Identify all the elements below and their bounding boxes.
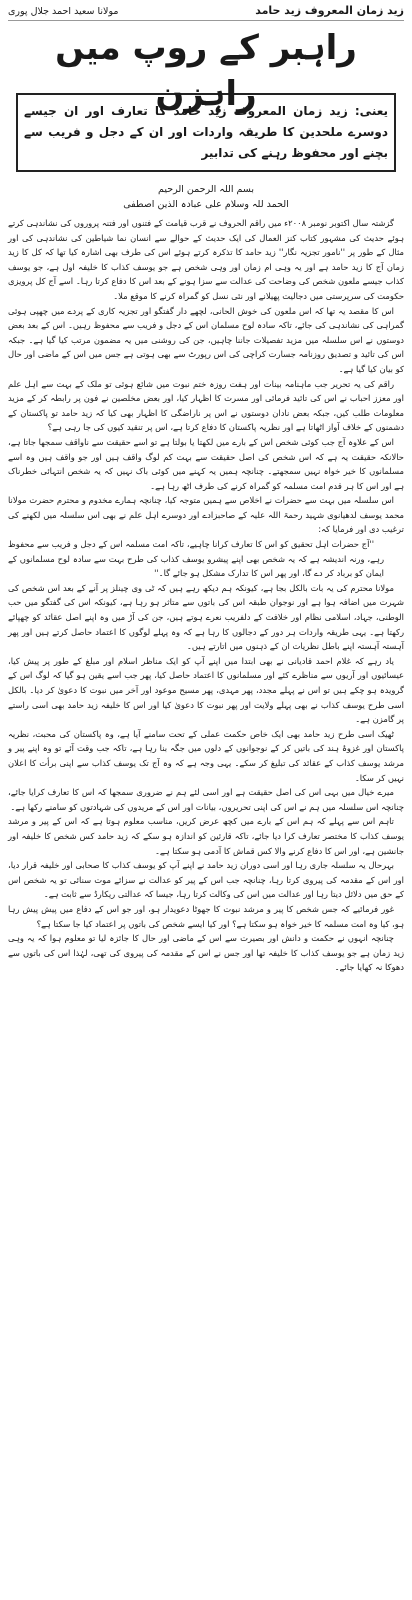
paragraph: اس سلسلہ میں بہت سے حضرات نے اخلاص سے ہمیں متوجہ کیا، چنانچہ ہمارے مخدوم و محترم حضرت مولانا محمد یوسف لدھیانوی شہید رحمۃ اللہ علیہ کے صاحبزادے اور دوسرے اہل علم نے بھی اس سلسلہ میں لکھنے کی ترغیب دی اور فرمایا کہ: [8,495,404,535]
article-body [8,216,404,975]
opening-verse: الحمد للہ وسلام علی عبادہ الذین اصطفی [123,199,289,210]
paragraph: اس کے علاوہ آج جب کوئی شخص اس کے بارے میں لکھتا یا بولتا ہے تو اسے حقیقت سے ناواقف سمجھا جاتا ہے، حالانکہ حقیقت یہ ہے کہ اس شخص کی اصل حقیقت سے بہت کم لوگ واقف ہیں اور جو واقف ہیں وہ اسے مسلمانوں کا خیر خواہ نہیں سمجھتے۔ چنانچہ ہمیں یہ کہنے میں کوئی باک نہیں کہ یہ شخص انتہائی خطرناک ہے اور اس کا ہر قدم امت مسلمہ کو گمراہ کرنے کی طرف اٹھ رہا ہے۔ [8,436,404,491]
paragraph: چنانچہ انہوں نے حکمت و دانش اور بصیرت سے اس کے ماضی اور حال کا جائزہ لیا تو معلوم ہوا کہ یہ وہی زید زمان ہے جو یوسف کذاب کا خلیفہ تھا اور جس نے اس کے مقدمہ کی پیروی کی تھی، لہٰذا اس کی باتوں سے دھوکا نہ کھایا جائے۔ [8,933,404,973]
paragraph: میرے خیال میں بہی اس کی اصل حقیقت ہے اور اسی لئے ہم نے ضروری سمجھا کہ اس کا تعارف کرایا جائے، چنانچہ اس سلسلہ میں ہم نے اس کی اپنی تحریروں، بیانات اور اس کے مریدوں کی شہادتوں کو سامنے رکھا ہے۔ [8,787,404,812]
summary-text: یعنی: زید زمان المعروف زید حامد کا تعارف اور ان جیسے دوسرے ملحدین کا طریقہ واردات اور ان کے دجل و فریب سے بچنے اور محفوظ رہنے کی تدابیر [24,104,388,160]
paragraph: یاد رہے کہ غلام احمد قادیانی نے بھی ابتدا میں اپنے آپ کو ایک مناظر اسلام اور مبلغ کے طور پر پیش کیا، عیسائیوں اور آریوں سے مناظرے کئے اور مسلمانوں کا اعتماد حاصل کیا، پھر جب اسے یقین ہو گیا کہ لوگ اس کے گرویدہ ہو چکے ہیں تو اس نے پہلے مجدد، پھر مہدی، پھر مسیح موعود اور آخر میں نبوت کا دعویٰ کر دیا۔ بالکل اسی طرح یوسف کذاب نے بھی پہلے ولایت اور پھر نبوت کا دعویٰ کیا اور اس کا خلیفہ زید حامد بھی اسی راستے پر گامزن ہے۔ [8,655,404,725]
block-quote: ''آج حضرات اہل تحقیق کو اس کا تعارف کرانا چاہیے، تاکہ امت مسلمہ اس کے دجل و فریب سے محفوظ رہے، ورنہ اندیشہ ہے کہ یہ شخص بھی اپنے پیشرو یوسف کذاب کی طرح بہت سے سادہ لوح مسلمانوں کے ایمان کو برباد کر دے گا، اور پھر اس کا تدارک مشکل ہو جائے گا۔'' [8,539,384,579]
paragraph: راقم کی یہ تحریر جب ماہنامہ بینات اور ہفت روزہ ختم نبوت میں شائع ہوئی تو ملک کے بہت سے اہل علم اور معزز احباب نے اس کی تائید فرمائی اور مسرت کا اظہار کیا، اور بعض مخلصین نے فون پر رابطہ کر کے مزید معلومات طلب کیں، جبکہ بعض نادان دوستوں نے اس پر ناراضگی کا اظہار بھی کیا کہ زید حامد تو پاکستان کے دشمنوں کے خلاف آواز اٹھاتا ہے اور نظریہ پاکستان کا دفاع کرتا ہے، اس پر تنقید کیوں کی جا رہی ہے؟ [8,378,404,433]
paragraph: گزشتہ سال اکتوبر نومبر ۲۰۰۸ء میں راقم الحروف نے قرب قیامت کے فتنوں اور فتنہ پروروں کی نشاندہی کرتے ہوئے حدیث کی مشہور کتاب کنز العمال کی ایک حدیث کے حوالے سے انسان نما شیاطین کی نشاندہی کی اور مثال کے طور پر ''نامور تجزیہ نگار'' زید حامد کا تذکرہ کرتے ہوئے اس کی طرف بھی اشارہ کیا تھا کہ کل کا زید زمان آج کا زید حامد ہے اور یہ وہی ام زمان اور وہی شخص ہے جو یوسف کذاب کا خلیفہ اول ہے، جو یوسف کذاب جیسے ملعون شخص کی وضاحت کی عدالت سے سزا ہونے کے بعد اس کا دفاع کرتا رہا۔ اسے آج کل پرویزی حکومت کی سرپرستی میں دجالیت پھیلانے اور نئی نسل کو گمراہ کرنے کا موقع ملا۔ [8,218,404,301]
paragraph: اس کا مقصد یہ تھا کہ اس ملعون کی خوش الحانی، لچھے دار گفتگو اور تجزیہ کاری کے پردے میں چھپی ہوئی گمراہی کی نشاندہی کی جائے، تاکہ سادہ لوح مسلمان اس کے دجل و فریب سے محفوظ رہیں۔ اس کے بعد بعض دوستوں نے اس سلسلہ میں مزید تفصیلات جاننا چاہیں، جن کی روشنی میں یہ مضمون مرتب کیا گیا ہے۔ جبکہ اس کی تائید و تصدیق روزنامہ جسارت کراچی کی اس رپورٹ سے بھی ہوتی ہے جس میں اس کے ماضی اور حال کو بیان کیا گیا ہے۔ [8,305,404,374]
page-header [8,4,404,21]
paragraph: بہرحال یہ سلسلہ جاری رہا اور اسی دوران زید حامد نے اپنے آپ کو یوسف کذاب کا صحابی اور خلیفہ قرار دیا، اور اس کے مقدمہ کی پیروی کرتا رہا، چنانچہ جب اس کے پیر کو عدالت نے سزائے موت سنائی تو یہ شخص اس کے حق میں دلائل دیتا رہا اور عدالت میں اس کی وکالت کرتا رہا، جیسا کہ عدالتی ریکارڈ سے ثابت ہے۔ [8,860,404,900]
paragraph: تاہم اس سے پہلے کہ ہم اس کے بارے میں کچھ عرض کریں، مناسب معلوم ہوتا ہے کہ اس کے پیر و مرشد یوسف کذاب کا مختصر تعارف کرا دیا جائے، تاکہ قارئین کو اندازہ ہو سکے کہ زید حامد کس شخص کا خلیفہ اور جانشین ہے، اور اس کا دفاع کرنے والا کس قماش کا آدمی ہو سکتا ہے۔ [8,816,404,856]
page-title: راہبر کے روپ میں راہزن [55,28,357,114]
paragraph: غور فرمائیے کہ جس شخص کا پیر و مرشد نبوت کا جھوٹا دعویدار ہو، اور جو اس کے دفاع میں پیش پیش رہا ہو، کیا وہ امت مسلمہ کا خیر خواہ ہو سکتا ہے؟ اور کیا ایسے شخص کی باتوں پر اعتماد کیا جا سکتا ہے؟ [8,903,404,929]
summary-box [16,93,396,172]
paragraph: مولانا محترم کی یہ بات بالکل بجا ہے، کیونکہ ہم دیکھ رہے ہیں کہ ٹی وی چینلز پر آنے کے بعد اس شخص کی شہرت میں اضافہ ہوا ہے اور نوجوان طبقہ اس کی باتوں سے متاثر ہو رہا ہے، کیونکہ اس کی گفتگو میں حب الوطنی، جہاد، اسلامی نظام اور خلافت کے دلفریب نعرے ہوتے ہیں، جن کی آڑ میں وہ اپنے اصل عقائد کو چھپائے رکھتا ہے۔ یہی طریقہ واردات ہر دور کے دجالوں کا رہا ہے کہ وہ پہلے لوگوں کا اعتماد حاصل کرتے ہیں اور پھر آہستہ آہستہ اپنے باطل نظریات ان کے ذہنوں میں اتارتے ہیں۔ [8,582,404,652]
header-topic: زید زمان المعروف زید حامد [255,4,404,17]
paragraph: ٹھیک اسی طرح زید حامد بھی ایک خاص حکمت عملی کے تحت سامنے آیا ہے، وہ پاکستان کی محبت، نظریہ پاکستان اور غزوۂ ہند کی باتیں کر کے نوجوانوں کے دلوں میں جگہ بنا رہا ہے، تاکہ جب وقت آئے تو وہ اپنے پیر و مرشد یوسف کذاب کے عقائد کی تبلیغ کر سکے۔ یہی وجہ ہے کہ وہ آج تک یوسف کذاب سے اپنی برأت کا اعلان نہیں کر سکا۔ [8,728,404,783]
header-author: مولانا سعید احمد جلال پوری [8,6,119,17]
bismillah: بسم اللہ الرحمن الرحیم [158,184,254,195]
